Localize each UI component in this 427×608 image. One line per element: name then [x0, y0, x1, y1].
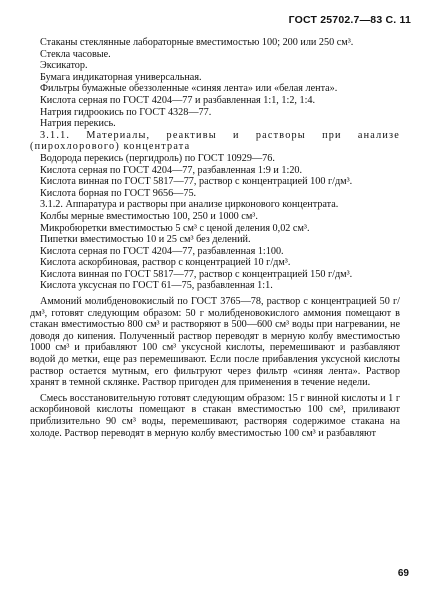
- paragraph: Пипетки вместимостью 10 и 25 см³ без делений.: [40, 234, 251, 246]
- section-heading: 3.1.1. Материалы, реактивы и растворы при анализе (пирохлорового) концентрата: [30, 129, 400, 153]
- paragraph: Кислота серная по ГОСТ 4204—77, разбавленная 1:100.: [40, 245, 284, 257]
- paragraph: Кислота серная по ГОСТ 4204—77 и разбавленная 1:1, 1:2, 1:4.: [40, 94, 316, 106]
- paragraph: Кислота серная по ГОСТ 4204—77, разбавленная 1:9 и 1:20.: [40, 164, 303, 176]
- paragraph: Фильтры бумажные обеззоленные «синяя лента» или «белая лента».: [40, 83, 338, 95]
- paragraph: Кислота винная по ГОСТ 5817—77, раствор с концентрацией 150 г/дм³.: [40, 268, 353, 280]
- paragraph: Водорода перекись (пергидроль) по ГОСТ 10929—76.: [40, 152, 275, 164]
- page-number: 69: [397, 568, 409, 579]
- paragraph: Стаканы стеклянные лабораторные вместимостью 100; 200 или 250 см³.: [40, 37, 354, 48]
- paragraph: Эксикатор.: [40, 60, 88, 72]
- paragraph: Кислота винная по ГОСТ 5817—77, раствор с концентрацией 100 г/дм³.: [40, 176, 353, 188]
- paragraph: Смесь восстановительную готовят следующим образом: 15 г винной кислоты и 1 г аскорбиновой кислоты помещают в стакан вместимостью 100 см³, приливают приблизительно 90 см³ воды, перемешивают, растворяя содержимое стакана на холоде. Раствор переводят в мерную колбу вместимостью 100 см³ и разбавляют: [30, 392, 400, 439]
- page-header: ГОСТ 25702.7—83 С. 11: [288, 14, 411, 26]
- section-heading: 3.1.2. Аппаратура и растворы при анализе цирконового концентрата.: [40, 199, 339, 211]
- paragraph: Кислота уксусная по ГОСТ 61—75, разбавленная 1:1.: [40, 280, 273, 292]
- paragraph: Кислота аскорбиновая, раствор с концентрацией 10 г/дм³.: [40, 257, 291, 269]
- document-body: [30, 37, 400, 439]
- paragraph: Бумага индикаторная универсальная.: [40, 71, 202, 83]
- paragraph: Натрия гидроокись по ГОСТ 4328—77.: [40, 106, 212, 118]
- paragraph: Стекла часовые.: [40, 48, 111, 60]
- paragraph: Колбы мерные вместимостью 100, 250 и 1000 см³.: [40, 210, 258, 222]
- paragraph: Микробюретки вместимостью 5 см³ с ценой деления 0,02 см³.: [40, 222, 310, 234]
- paragraph: Кислота борная по ГОСТ 9656—75.: [40, 187, 197, 199]
- paragraph: Натрия перекись.: [40, 118, 116, 130]
- paragraph: Аммоний молибденовокислый по ГОСТ 3765—78, раствор с концентрацией 50 г/дм³, готовят следующим образом: 50 г молибденовокислого аммония помещают в стакан вместимостью 800 см³ и растворяют в 500—600 см³ воды при нагревании, не доводя до кипения. Полученный раствор переводят в мерную колбу вместимостью 1000 см³ и прибавляют 100 см³ уксусной кислоты, перемешивают и разбавляют водой до метки, еще раз перемешивают. Если после прибавления уксусной кислоты раствор остается мутным, его фильтруют через фильтр «синяя лента». Раствор хранят в темной склянке. Раствор пригоден для применения в течение недели.: [30, 296, 400, 389]
